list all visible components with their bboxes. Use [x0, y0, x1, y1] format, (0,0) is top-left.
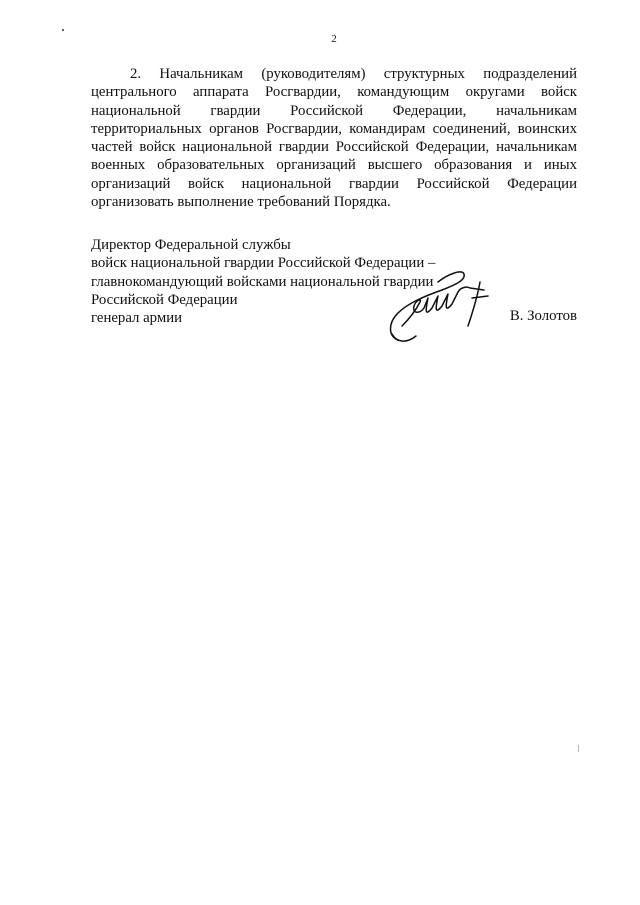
- signature-crossbar: [472, 296, 488, 298]
- paragraph-line: организаций войск национальной гвардии Российской Федерации: [91, 175, 577, 192]
- signature-loop-stroke: [391, 272, 465, 340]
- signature-letters-stroke: [402, 287, 484, 326]
- scan-mark: [578, 745, 579, 752]
- signatory-title-line: Директор Федеральной службы: [91, 237, 291, 253]
- signatory-title-line: главнокомандующий войсками национальной гвардии: [91, 273, 434, 290]
- paragraph-line: организовать выполнение требований Порядка.: [91, 194, 391, 211]
- signatory-title-line: войск национальной гвардии Российской Федерации –: [91, 255, 436, 272]
- signatory-title-block: [91, 236, 577, 327]
- paragraph-line: военных образовательных организаций высшего образования и иных: [91, 157, 577, 174]
- handwritten-signature: [380, 268, 495, 348]
- scan-speck: [62, 29, 64, 31]
- signature-tail-stroke: [392, 334, 416, 341]
- paragraph-line: частей войск национальной гвардии Российской Федерации, начальникам: [91, 139, 577, 156]
- signatory-rank: генерал армии: [91, 310, 183, 327]
- paragraph-line: национальной гвардии Российской Федерации, начальникам: [91, 102, 577, 119]
- signatory-title-line: Российской Федерации: [91, 291, 238, 308]
- signatory-name: В. Золотов: [509, 308, 577, 324]
- paragraph-line: 2. Начальникам (руководителям) структурных подразделений: [130, 66, 577, 82]
- paragraph-line: центрального аппарата Росгвардии, командующим округами войск: [91, 84, 577, 101]
- body-paragraph: [91, 65, 577, 211]
- page-number: 2: [331, 33, 337, 45]
- paragraph-line: территориальных органов Росгвардии, командирам соединений, воинских: [91, 120, 577, 137]
